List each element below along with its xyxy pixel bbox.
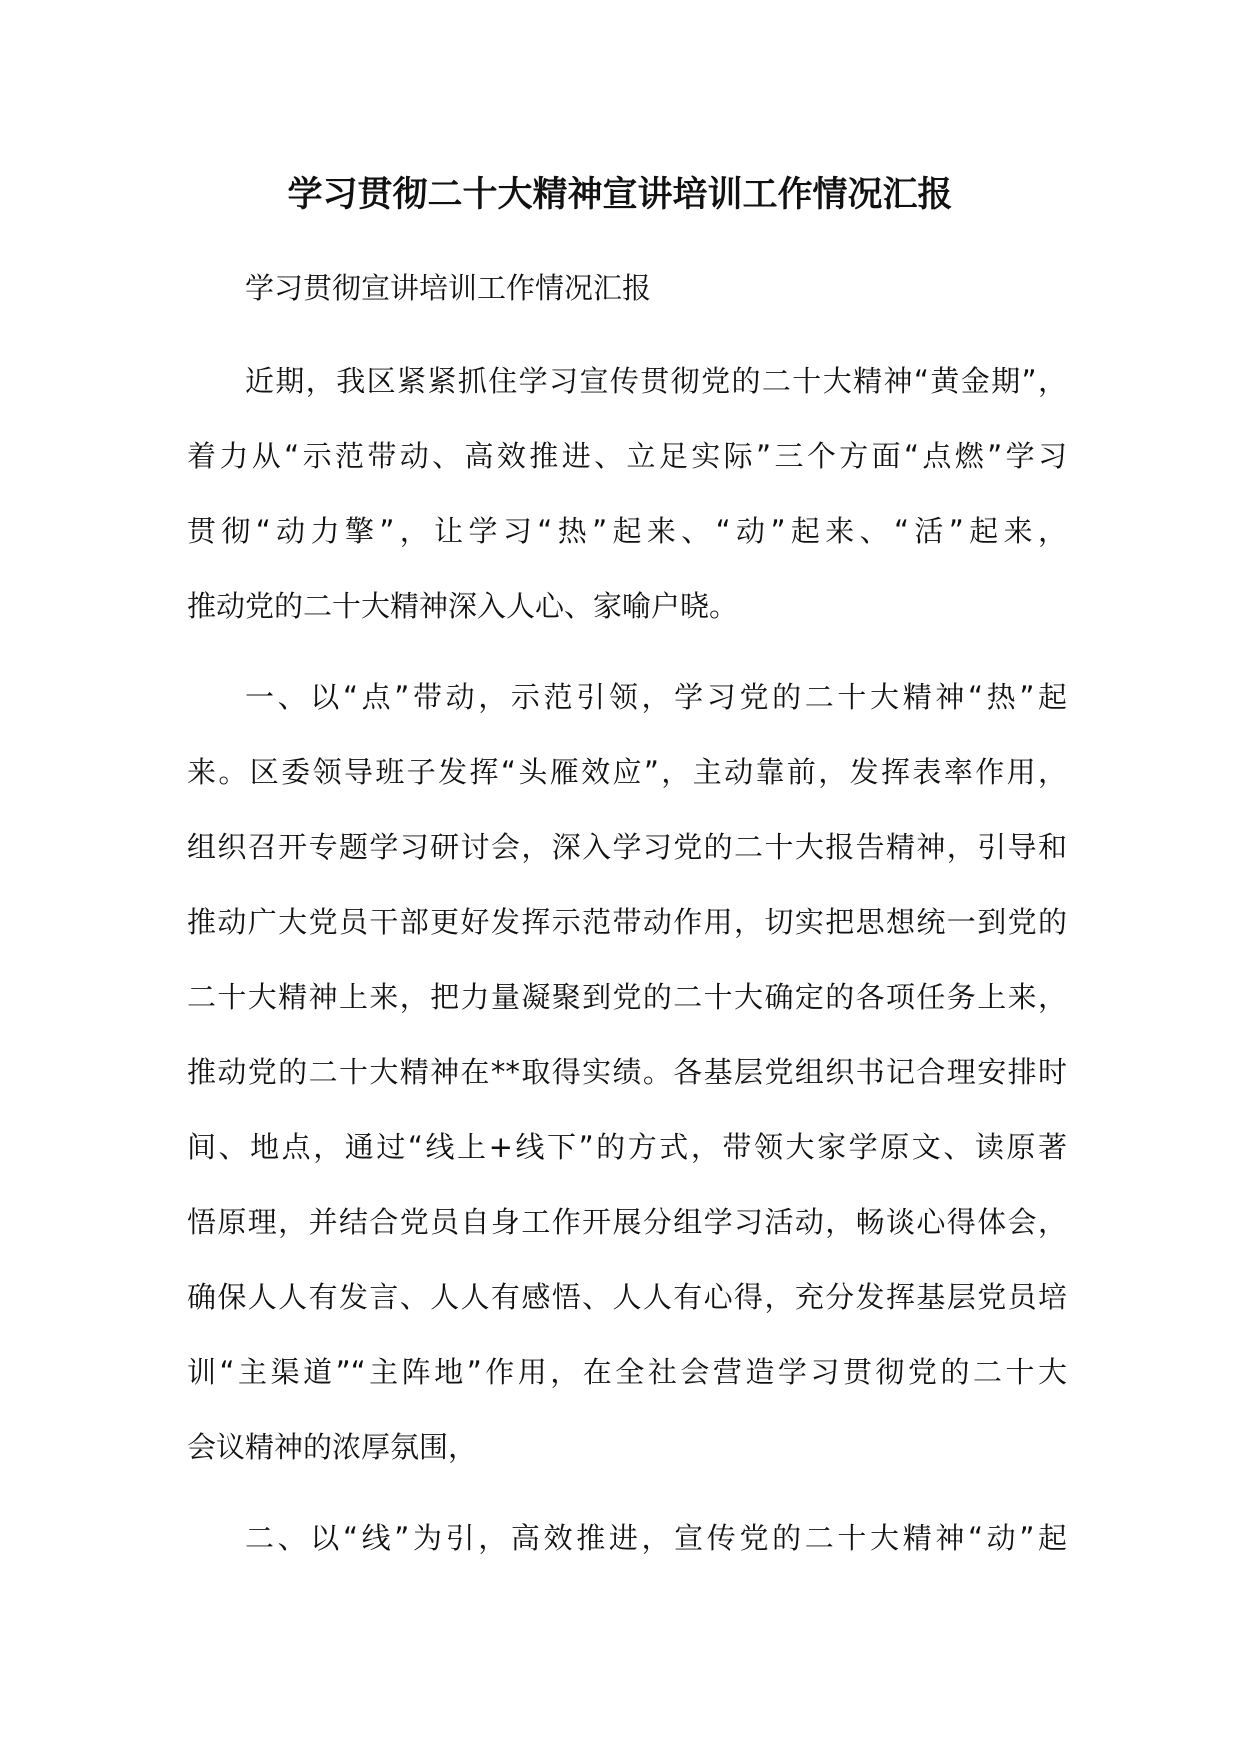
paragraph-line: 组织召开专题学习研讨会，深入学习党的二十大报告精神，引导和	[187, 830, 1067, 864]
paragraph-line: 会议精神的浓厚氛围，	[187, 1430, 478, 1464]
paragraph-line: 悟原理，并结合党员自身工作开展分组学习活动，畅谈心得体会，	[187, 1205, 1067, 1239]
paragraph-line: 确保人人有发言、人人有感悟、人人有心得，充分发挥基层党员培	[187, 1280, 1067, 1314]
paragraph-intro	[187, 344, 1067, 644]
document-title: 学习贯彻二十大精神宣讲培训工作情况汇报	[287, 175, 953, 215]
paragraph-line: 来。区委领导班子发挥“头雁效应”，主动靠前，发挥表率作用，	[187, 755, 1067, 789]
paragraph-line: 贯彻“动力擎”，让学习“热”起来、“动”起来、“活”起来，	[187, 514, 1067, 548]
document-subtitle: 学习贯彻宣讲培训工作情况汇报	[245, 271, 652, 305]
paragraph-line: 间、地点，通过“线上+线下”的方式，带领大家学原文、读原著	[187, 1130, 1067, 1164]
paragraph-section-one	[187, 660, 1067, 1485]
paragraph-line: 近期，我区紧紧抓住学习宣传贯彻党的二十大精神“黄金期”，	[245, 364, 1067, 398]
paragraph-line: 二、以“线”为引，高效推进，宣传党的二十大精神“动”起	[245, 1521, 1067, 1555]
paragraph-line: 二十大精神上来，把力量凝聚到党的二十大确定的各项任务上来，	[187, 980, 1067, 1014]
paragraph-line: 推动广大党员干部更好发挥示范带动作用，切实把思想统一到党的	[187, 905, 1067, 939]
paragraph-line: 推动党的二十大精神深入人心、家喻户晓。	[187, 589, 739, 623]
paragraph-line: 推动党的二十大精神在**取得实绩。各基层党组织书记合理安排时	[187, 1055, 1067, 1089]
paragraph-section-two	[187, 1501, 1067, 1576]
paragraph-line: 着力从“示范带动、高效推进、立足实际”三个方面“点燃”学习	[187, 439, 1067, 473]
paragraph-line: 训“主渠道”“主阵地”作用，在全社会营造学习贯彻党的二十大	[187, 1355, 1067, 1389]
paragraph-line: 一、以“点”带动，示范引领，学习党的二十大精神“热”起	[245, 680, 1067, 714]
